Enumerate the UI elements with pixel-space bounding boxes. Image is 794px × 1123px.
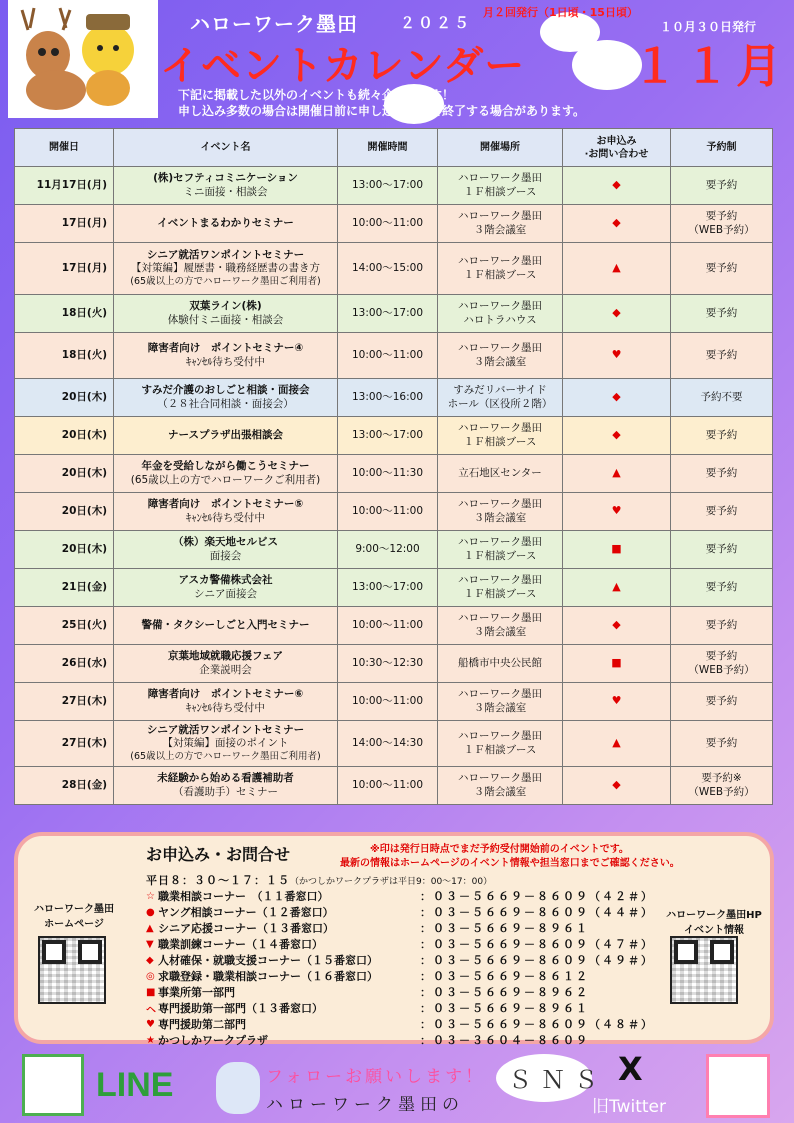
contact-mark-icon: ◆ bbox=[563, 417, 671, 455]
event-name-cell bbox=[114, 333, 338, 379]
reservation-cell bbox=[671, 455, 773, 493]
contact-item bbox=[146, 936, 666, 952]
reservation-cell bbox=[671, 167, 773, 205]
table-row bbox=[15, 607, 773, 645]
contact-symbol-icon: ◎ bbox=[146, 970, 155, 982]
column-header: お申込み ·お問い合わせ bbox=[563, 129, 671, 167]
line-qr-code[interactable] bbox=[22, 1054, 84, 1116]
event-time: 10:00～11:00 bbox=[338, 205, 438, 243]
event-subtitle: 面接会 bbox=[209, 549, 242, 562]
contact-phone[interactable]: ：０３－５６６９－８９６１ bbox=[420, 922, 589, 935]
contact-symbol-icon: ♥ bbox=[146, 1018, 155, 1030]
event-place-cell bbox=[438, 455, 563, 493]
event-place-cell bbox=[438, 683, 563, 721]
year: ２０２５ bbox=[400, 14, 473, 32]
reservation-cell bbox=[671, 243, 773, 295]
contact-mark-icon: ◆ bbox=[563, 767, 671, 805]
contact-item bbox=[146, 1000, 666, 1016]
homepage-qr-label bbox=[24, 900, 124, 930]
event-time: 13:00～16:00 bbox=[338, 379, 438, 417]
reservation-cell bbox=[671, 607, 773, 645]
table-row bbox=[15, 205, 773, 243]
sns-label: ＳＮＳ bbox=[508, 1066, 607, 1094]
event-date: 25日(火) bbox=[15, 607, 114, 645]
reservation-cell bbox=[671, 721, 773, 767]
event-subtitle: 企業説明会 bbox=[199, 663, 252, 676]
reserve-line: （WEB予約） bbox=[688, 223, 755, 236]
contact-symbol-icon: ◆ bbox=[146, 954, 154, 966]
event-time: 10:00～11:00 bbox=[338, 607, 438, 645]
table-row bbox=[15, 767, 773, 805]
contact-mark-icon: ▲ bbox=[563, 569, 671, 607]
place-line: １Ｆ相談ブース bbox=[463, 435, 537, 448]
contact-mark-icon: ◆ bbox=[563, 607, 671, 645]
event-date: 18日(火) bbox=[15, 333, 114, 379]
event-name: 年金を受給しながら働こうセミナー bbox=[141, 459, 310, 472]
event-time: 14:00～14:30 bbox=[338, 721, 438, 767]
place-line: ハローワーク墨田 bbox=[458, 535, 542, 548]
reservation-cell bbox=[671, 767, 773, 805]
reserve-line: 要予約 bbox=[705, 306, 738, 319]
event-place-cell bbox=[438, 379, 563, 417]
contact-mark-icon: ◆ bbox=[563, 205, 671, 243]
column-header: 予約制 bbox=[671, 129, 773, 167]
contact-phone[interactable]: ：０３－５６６９－８６０９（４４＃） bbox=[420, 906, 654, 919]
contact-item bbox=[146, 888, 666, 904]
header-note-2: 申し込み多数の場合は開催日前に申し込み受付を終了する場合があります。 bbox=[178, 104, 586, 118]
reserve-line: 要予約 bbox=[705, 209, 738, 222]
contact-phone[interactable]: ：０３－５６６９－８６１２ bbox=[420, 970, 589, 983]
place-line: ３階会議室 bbox=[473, 511, 527, 524]
contact-item bbox=[146, 952, 666, 968]
place-line: すみだリバーサイド bbox=[453, 383, 547, 396]
event-date: 20日(木) bbox=[15, 417, 114, 455]
place-line: １Ｆ相談ブース bbox=[463, 743, 537, 756]
contact-mark-icon: ◆ bbox=[563, 295, 671, 333]
reserve-line: 要予約 bbox=[705, 649, 738, 662]
contact-mark-icon: ■ bbox=[563, 531, 671, 569]
event-date: 17日(月) bbox=[15, 205, 114, 243]
event-date: 21日(金) bbox=[15, 569, 114, 607]
contact-mark-icon: ♥ bbox=[563, 493, 671, 531]
event-time: 10:00～11:00 bbox=[338, 767, 438, 805]
place-line: ３階会議室 bbox=[473, 785, 527, 798]
column-header: イベント名 bbox=[114, 129, 338, 167]
contact-phone[interactable]: ：０３－３６０４－８６０９ bbox=[420, 1034, 589, 1047]
office-sns-text: ハローワーク墨田の bbox=[266, 1095, 464, 1115]
reserve-line: 予約不要 bbox=[700, 390, 743, 403]
contact-mark-icon: ◆ bbox=[563, 167, 671, 205]
event-name-cell bbox=[114, 243, 338, 295]
event-name-cell bbox=[114, 645, 338, 683]
table-row bbox=[15, 645, 773, 683]
table-row bbox=[15, 531, 773, 569]
contact-item bbox=[146, 1032, 666, 1048]
cat-mascot-icon bbox=[216, 1062, 260, 1114]
calendar-title: イベントカレンダー bbox=[160, 43, 526, 89]
contact-item bbox=[146, 920, 666, 936]
reservation-cell bbox=[671, 205, 773, 243]
event-place-cell bbox=[438, 295, 563, 333]
reserve-line: 要予約 bbox=[705, 736, 738, 749]
event-place-cell bbox=[438, 417, 563, 455]
event-name: 警備・タクシーしごと入門セミナー bbox=[141, 618, 310, 631]
contact-mark-icon: ◆ bbox=[563, 379, 671, 417]
reservation-cell bbox=[671, 683, 773, 721]
homepage-qr-code[interactable] bbox=[38, 936, 106, 1004]
reserve-line: 要予約 bbox=[705, 504, 738, 517]
contact-name: 職業相談コーナー （１１番窓口） bbox=[158, 890, 329, 903]
place-line: 立石地区センター bbox=[458, 466, 542, 479]
contact-name: 専門援助第二部門 bbox=[158, 1018, 246, 1031]
contact-mark-icon: ■ bbox=[563, 645, 671, 683]
follow-text: フォローお願いします！ bbox=[266, 1067, 486, 1087]
event-subtitle: (65歳以上の方でハローワークご利用者) bbox=[130, 473, 321, 486]
place-line: ハローワーク墨田 bbox=[458, 341, 542, 354]
reserve-line: 要予約※ bbox=[701, 771, 742, 784]
event-time: 10:30～12:30 bbox=[338, 645, 438, 683]
place-line: ハローワーク墨田 bbox=[458, 573, 542, 586]
contact-mark-icon: ♥ bbox=[563, 333, 671, 379]
event-subtitle: 【対策編】履歴書・職務経歴書の書き方 bbox=[131, 262, 320, 275]
issue-date: １０月３０日発行 bbox=[660, 20, 757, 34]
event-date: 28日(金) bbox=[15, 767, 114, 805]
event-name: 障害者向け ポイントセミナー⑤ bbox=[147, 497, 304, 510]
contact-title: お申込み・お問合せ bbox=[146, 845, 291, 864]
place-line: ハローワーク墨田 bbox=[458, 254, 542, 267]
contact-phone[interactable]: ：０３－５６６９－８９６２ bbox=[420, 986, 589, 999]
month-title: １１月 bbox=[632, 39, 788, 93]
table-row bbox=[15, 493, 773, 531]
event-date: 26日(水) bbox=[15, 645, 114, 683]
event-name: アスカ警備株式会社 bbox=[178, 573, 273, 586]
event-place-cell bbox=[438, 721, 563, 767]
place-line: ３階会議室 bbox=[473, 625, 527, 638]
event-date: 11月17日(月) bbox=[15, 167, 114, 205]
contact-item bbox=[146, 1016, 666, 1032]
contact-symbol-icon: ▼ bbox=[146, 938, 154, 950]
event-name-cell bbox=[114, 607, 338, 645]
reserve-line: （WEB予約） bbox=[688, 785, 755, 798]
event-name-cell bbox=[114, 721, 338, 767]
reserve-line: 要予約 bbox=[705, 542, 738, 555]
contact-phone[interactable]: ：０３－５６６９－８６０９（４７＃） bbox=[420, 938, 654, 951]
event-place-cell bbox=[438, 569, 563, 607]
event-name: ナースプラザ出張相談会 bbox=[168, 428, 283, 441]
table-row bbox=[15, 295, 773, 333]
event-place-cell bbox=[438, 531, 563, 569]
event-name-cell bbox=[114, 379, 338, 417]
place-line: ハロトラハウス bbox=[463, 313, 537, 326]
contact-item bbox=[146, 968, 666, 984]
event-subtitle: シニア面接会 bbox=[194, 587, 257, 600]
event-subtitle: ｷｬﾝｾﾙ待ち受付中 bbox=[186, 511, 265, 524]
table-row bbox=[15, 243, 773, 295]
contact-name: シニア応援コーナー（１３番窓口） bbox=[158, 922, 334, 935]
reservation-cell bbox=[671, 531, 773, 569]
table-row bbox=[15, 333, 773, 379]
event-date: 20日(木) bbox=[15, 531, 114, 569]
contact-phone[interactable]: ：０３－５６６９－８９６１ bbox=[420, 1002, 589, 1015]
event-name: シニア就活ワンポイントセミナー bbox=[146, 723, 305, 736]
contact-item bbox=[146, 984, 666, 1000]
contact-mark-icon: ▲ bbox=[563, 721, 671, 767]
event-name: シニア就活ワンポイントセミナー bbox=[146, 248, 305, 261]
event-table bbox=[14, 128, 772, 805]
place-line: ハローワーク墨田 bbox=[458, 771, 542, 784]
reserve-line: （WEB予約） bbox=[688, 663, 755, 676]
event-subtitle: （２８社合同相談・面接会） bbox=[157, 397, 294, 410]
contact-symbol-icon: ▲ bbox=[146, 922, 154, 934]
place-line: １Ｆ相談ブース bbox=[463, 549, 537, 562]
event-name-cell bbox=[114, 417, 338, 455]
place-line: ３階会議室 bbox=[473, 223, 527, 236]
event-subtitle: ミニ面接・相談会 bbox=[183, 185, 268, 198]
event-time: 10:00～11:00 bbox=[338, 493, 438, 531]
header-note-1: 下記に掲載した以外のイベントも続々企画中です！ bbox=[178, 88, 455, 102]
qr-label-line: ハローワーク墨田HP bbox=[666, 910, 762, 921]
place-line: ３階会議室 bbox=[473, 355, 527, 368]
issue-frequency: 月２回発行（1日頃・15日頃） bbox=[483, 6, 638, 19]
event-info-qr-code[interactable] bbox=[670, 936, 738, 1004]
table-row bbox=[15, 379, 773, 417]
reserve-line: 要予約 bbox=[705, 694, 738, 707]
event-time: 10:00～11:30 bbox=[338, 455, 438, 493]
event-name-cell bbox=[114, 531, 338, 569]
reserve-line: 要予約 bbox=[705, 348, 738, 361]
contact-symbol-icon: ヘ bbox=[146, 1004, 156, 1016]
event-name-cell bbox=[114, 167, 338, 205]
event-subtitle-2: (65歳以上の方でハローワーク墨田ご利用者) bbox=[130, 275, 321, 287]
contact-mark-icon: ▲ bbox=[563, 243, 671, 295]
event-name-cell bbox=[114, 295, 338, 333]
qr-label-line: イベント情報 bbox=[684, 925, 744, 936]
table-row bbox=[15, 417, 773, 455]
event-name-cell bbox=[114, 767, 338, 805]
place-line: １Ｆ相談ブース bbox=[463, 268, 537, 281]
table-row bbox=[15, 721, 773, 767]
column-header: 開催場所 bbox=[438, 129, 563, 167]
event-name-cell bbox=[114, 493, 338, 531]
column-header: 開催時間 bbox=[338, 129, 438, 167]
event-time: 13:00～17:00 bbox=[338, 569, 438, 607]
reserve-line: 要予約 bbox=[705, 428, 738, 441]
event-place-cell bbox=[438, 205, 563, 243]
x-qr-code[interactable] bbox=[706, 1054, 770, 1118]
event-date: 17日(月) bbox=[15, 243, 114, 295]
reservation-cell bbox=[671, 379, 773, 417]
event-time: 14:00～15:00 bbox=[338, 243, 438, 295]
contact-name: 求職登録・職業相談コーナー（１６番窓口） bbox=[158, 970, 378, 983]
reserve-line: 要予約 bbox=[705, 178, 738, 191]
table-row bbox=[15, 569, 773, 607]
place-line: ハローワーク墨田 bbox=[458, 299, 542, 312]
contact-phone[interactable]: ：０３－５６６９－８６０９（４９＃） bbox=[420, 954, 654, 967]
event-subtitle-2: (65歳以上の方でハローワーク墨田ご利用者) bbox=[130, 750, 321, 762]
event-name: 京葉地域就職応援フェア bbox=[168, 649, 283, 662]
place-line: ハローワーク墨田 bbox=[458, 209, 542, 222]
contact-phone[interactable]: ：０３－５６６９－８６０９（４２＃） bbox=[420, 890, 654, 903]
contact-panel bbox=[14, 832, 774, 1047]
place-line: ホール（区役所２階） bbox=[447, 397, 553, 410]
event-subtitle: ｷｬﾝｾﾙ待ち受付中 bbox=[186, 355, 265, 368]
place-line: １Ｆ相談ブース bbox=[463, 185, 537, 198]
place-line: １Ｆ相談ブース bbox=[463, 587, 537, 600]
event-name: イベントまるわかりセミナー bbox=[157, 216, 294, 229]
place-line: ３階会議室 bbox=[473, 701, 527, 714]
reserve-line: 要予約 bbox=[705, 466, 738, 479]
event-time: 10:00～11:00 bbox=[338, 333, 438, 379]
event-date: 18日(火) bbox=[15, 295, 114, 333]
event-date: 27日(木) bbox=[15, 683, 114, 721]
event-place-cell bbox=[438, 167, 563, 205]
event-date: 20日(木) bbox=[15, 493, 114, 531]
reservation-cell bbox=[671, 417, 773, 455]
contact-mark-icon: ♥ bbox=[563, 683, 671, 721]
x-logo-icon[interactable]: X bbox=[618, 1050, 643, 1088]
contact-mark-icon: ▲ bbox=[563, 455, 671, 493]
reserve-line: 要予約 bbox=[705, 580, 738, 593]
event-name: 障害者向け ポイントセミナー⑥ bbox=[147, 687, 304, 700]
event-name: すみだ介護のおしごと相談・面接会 bbox=[141, 383, 310, 396]
place-line: 船橋市中央公民館 bbox=[458, 656, 542, 669]
contact-symbol-icon: ● bbox=[146, 906, 155, 918]
event-place-cell bbox=[438, 767, 563, 805]
contact-symbol-icon: ★ bbox=[146, 1034, 155, 1046]
event-name-cell bbox=[114, 569, 338, 607]
event-place-cell bbox=[438, 607, 563, 645]
event-name-cell bbox=[114, 683, 338, 721]
office-hours bbox=[146, 872, 492, 888]
reservation-cell bbox=[671, 569, 773, 607]
event-name: （株）楽天地セルビス bbox=[173, 535, 278, 548]
column-header: 開催日 bbox=[15, 129, 114, 167]
reservation-cell bbox=[671, 295, 773, 333]
table-row bbox=[15, 167, 773, 205]
event-name-cell bbox=[114, 205, 338, 243]
contact-name: ヤング相談コーナー（１２番窓口） bbox=[158, 906, 334, 919]
table-row bbox=[15, 683, 773, 721]
event-time: 10:00～11:00 bbox=[338, 683, 438, 721]
contact-name: 事業所第一部門 bbox=[158, 986, 235, 999]
twitter-label: 旧Twitter bbox=[592, 1097, 666, 1117]
hours-text: 平日８：３０～１７：１５ bbox=[146, 874, 290, 887]
event-subtitle: （看護助手）セミナー bbox=[173, 785, 278, 798]
place-line: ハローワーク墨田 bbox=[458, 729, 542, 742]
event-place-cell bbox=[438, 493, 563, 531]
place-line: ハローワーク墨田 bbox=[458, 497, 542, 510]
event-date: 27日(木) bbox=[15, 721, 114, 767]
hours-note: （かつしかワークプラザは平日9：00～17：00） bbox=[290, 877, 493, 887]
event-name: 双葉ライン(株) bbox=[189, 299, 262, 312]
event-time: 13:00～17:00 bbox=[338, 417, 438, 455]
table-header-row bbox=[15, 129, 773, 167]
event-info-qr-label bbox=[658, 906, 770, 936]
contact-list bbox=[146, 888, 666, 1048]
event-subtitle: 【対策編】面接のポイント bbox=[162, 737, 289, 750]
contact-note-1: ※印は発行日時点でまだ予約受付開始前のイベントです。 bbox=[370, 844, 629, 855]
reservation-cell bbox=[671, 493, 773, 531]
event-place-cell bbox=[438, 243, 563, 295]
reserve-line: 要予約 bbox=[705, 261, 738, 274]
event-time: 13:00～17:00 bbox=[338, 167, 438, 205]
contact-item bbox=[146, 904, 666, 920]
office-title: ハローワーク墨田 bbox=[190, 12, 358, 36]
event-name-cell bbox=[114, 455, 338, 493]
event-place-cell bbox=[438, 333, 563, 379]
reserve-line: 要予約 bbox=[705, 618, 738, 631]
line-logo[interactable]: LINE bbox=[96, 1066, 174, 1104]
place-line: ハローワーク墨田 bbox=[458, 421, 542, 434]
qr-label-line: ハローワーク墨田 bbox=[34, 904, 114, 915]
contact-symbol-icon: ■ bbox=[146, 986, 156, 998]
event-date: 20日(木) bbox=[15, 455, 114, 493]
place-line: ハローワーク墨田 bbox=[458, 171, 542, 184]
event-subtitle: ｷｬﾝｾﾙ待ち受付中 bbox=[186, 701, 265, 714]
reservation-cell bbox=[671, 645, 773, 683]
reservation-cell bbox=[671, 333, 773, 379]
contact-note-2: 最新の情報はホームページのイベント情報や担当窓口までご確認ください。 bbox=[340, 858, 680, 869]
contact-name: かつしかワークプラザ bbox=[158, 1034, 268, 1047]
contact-name: 職業訓練コーナー（１４番窓口） bbox=[158, 938, 323, 951]
place-line: ハローワーク墨田 bbox=[458, 687, 542, 700]
contact-name: 専門援助第一部門（１３番窓口） bbox=[158, 1002, 323, 1015]
deer-mascot-icon bbox=[8, 0, 158, 118]
contact-symbol-icon: ☆ bbox=[146, 890, 155, 902]
event-name: 未経験から始める看護補助者 bbox=[157, 771, 294, 784]
event-subtitle: 体験付ミニ面接・相談会 bbox=[167, 313, 284, 326]
qr-label-line: ホームページ bbox=[44, 919, 104, 930]
contact-name: 人材確保・就職支援コーナー（１５番窓口） bbox=[158, 954, 378, 967]
place-line: ハローワーク墨田 bbox=[458, 611, 542, 624]
event-time: 9:00～12:00 bbox=[338, 531, 438, 569]
event-name: 障害者向け ポイントセミナー④ bbox=[147, 341, 304, 354]
event-date: 20日(木) bbox=[15, 379, 114, 417]
contact-phone[interactable]: ：０３－５６６９－８６０９（４８＃） bbox=[420, 1018, 654, 1031]
footer bbox=[0, 1048, 794, 1123]
event-name: (株)セフティコミニケーション bbox=[153, 171, 298, 184]
event-time: 13:00～17:00 bbox=[338, 295, 438, 333]
event-place-cell bbox=[438, 645, 563, 683]
table-row bbox=[15, 455, 773, 493]
